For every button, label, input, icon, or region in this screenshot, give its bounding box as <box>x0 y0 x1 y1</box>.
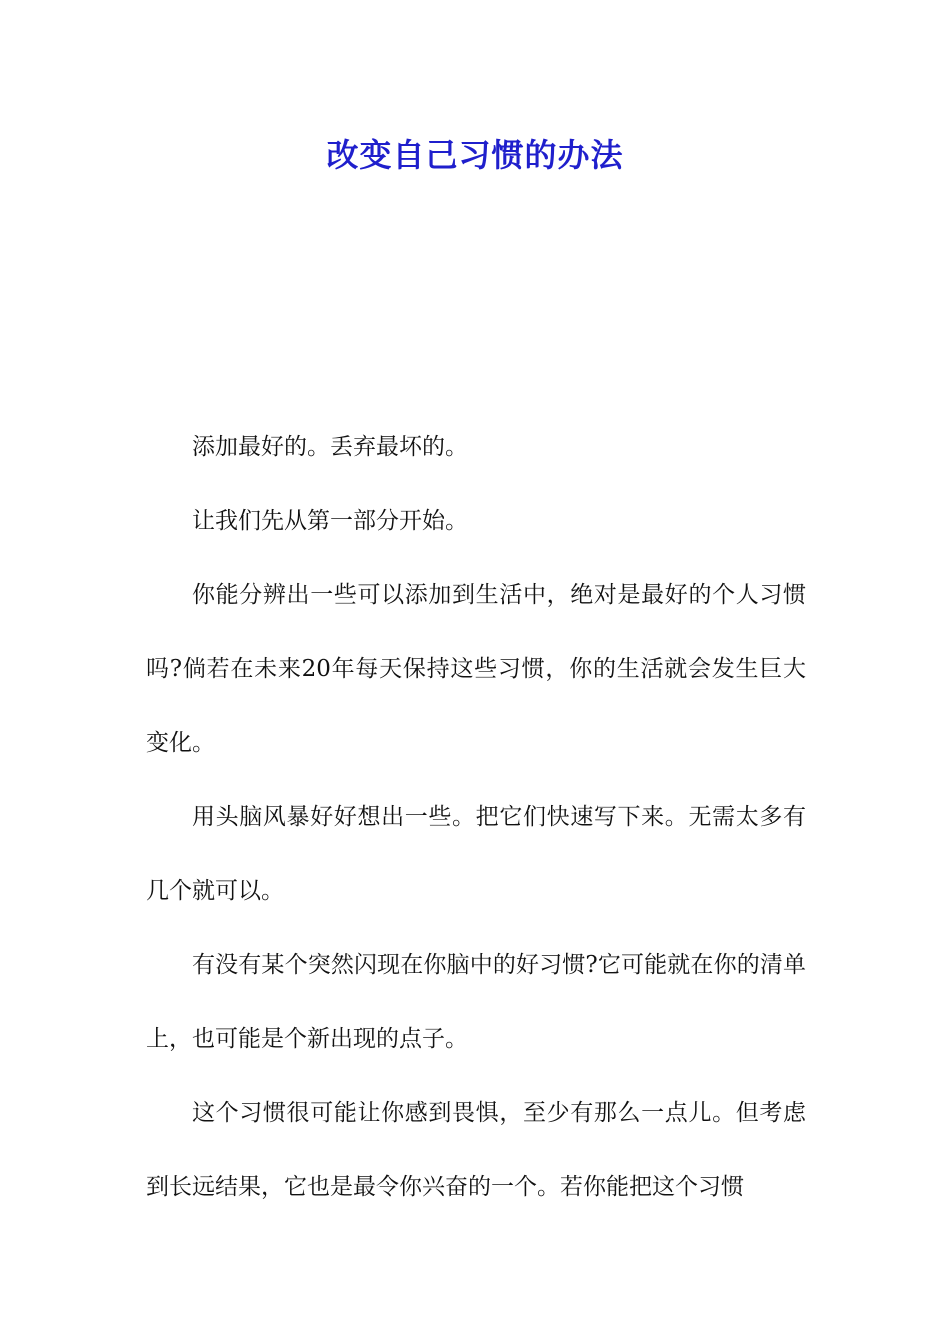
paragraph: 用头脑风暴好好想出一些。把它们快速写下来。无需太多有几个就可以。 <box>146 804 806 904</box>
paragraph: 让我们先从第一部分开始。 <box>192 508 468 534</box>
document-title: 改变自己习惯的办法 <box>326 136 624 174</box>
paragraph: 添加最好的。丢弃最坏的。 <box>192 434 468 460</box>
paragraph: 有没有某个突然闪现在你脑中的好习惯?它可能就在你的清单上，也可能是个新出现的点子。 <box>146 952 806 1052</box>
document-body <box>146 410 806 1224</box>
paragraph: 这个习惯很可能让你感到畏惧，至少有那么一点儿。但考虑到长远结果，它也是最令你兴奋的一个。若你能把这个习惯 <box>146 1100 806 1200</box>
paragraph: 你能分辨出一些可以添加到生活中，绝对是最好的个人习惯吗?倘若在未来20年每天保持这些习惯，你的生活就会发生巨大变化。 <box>146 582 806 756</box>
